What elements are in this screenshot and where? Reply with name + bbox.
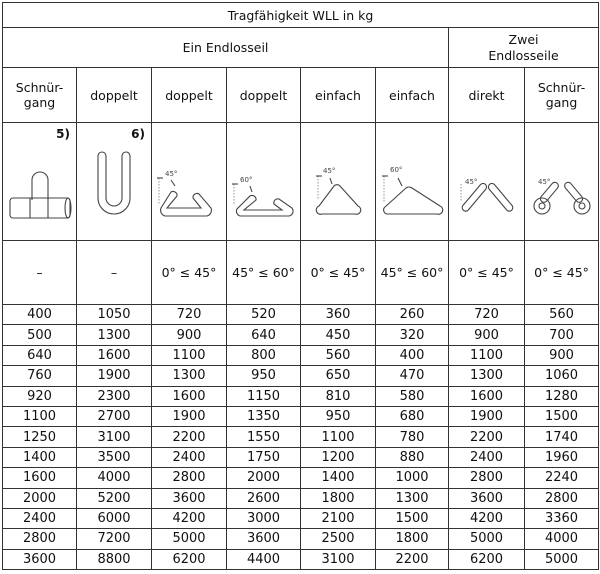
wll-value-cell: 720 xyxy=(449,305,525,325)
wll-value-cell: 810 xyxy=(301,386,376,406)
wll-value-cell: 1000 xyxy=(376,468,449,488)
column-type-header xyxy=(525,68,599,123)
wll-value-cell: 720 xyxy=(152,305,227,325)
wll-value-cell: 680 xyxy=(376,406,449,426)
group-two-slings xyxy=(449,28,599,68)
wll-value-cell: 1500 xyxy=(376,508,449,528)
table-row xyxy=(3,447,599,467)
wll-value-cell: 400 xyxy=(376,345,449,365)
wll-table xyxy=(2,2,599,570)
wll-value-cell: 2400 xyxy=(152,447,227,467)
footnote-ref: 5) xyxy=(56,127,70,141)
wll-value-cell: 1150 xyxy=(227,386,301,406)
wll-value-cell: 4000 xyxy=(77,468,152,488)
table-row xyxy=(3,529,599,549)
wll-value-cell: 950 xyxy=(301,406,376,426)
wll-value-cell: 1740 xyxy=(525,427,599,447)
wll-value-cell: 3100 xyxy=(301,549,376,569)
wll-value-cell: 1800 xyxy=(301,488,376,508)
wll-value-cell: 5000 xyxy=(525,549,599,569)
svg-text:45°: 45° xyxy=(323,166,336,175)
wll-value-cell: 800 xyxy=(227,345,301,365)
wll-value-cell: 4200 xyxy=(152,508,227,528)
table-row xyxy=(3,386,599,406)
svg-text:60°: 60° xyxy=(390,165,403,174)
wll-value-cell: 4000 xyxy=(525,529,599,549)
table-row xyxy=(3,345,599,365)
table-title: Tragfähigkeit WLL in kg xyxy=(3,3,599,28)
wll-value-cell: 8800 xyxy=(77,549,152,569)
wll-value-cell: 1600 xyxy=(152,386,227,406)
wll-value-cell: 1900 xyxy=(152,406,227,426)
group-one-sling: Ein Endlosseil xyxy=(3,28,449,68)
two-slings-direct-icon xyxy=(449,140,524,220)
wll-value-cell: 2200 xyxy=(152,427,227,447)
angle-range-cell: – xyxy=(77,241,152,305)
wll-value-cell: 2100 xyxy=(301,508,376,528)
wll-value-cell: 4200 xyxy=(449,508,525,528)
angle-range-cell: 0° ≤ 45° xyxy=(525,241,599,305)
table-row xyxy=(3,549,599,569)
wll-value-cell: 1600 xyxy=(3,468,77,488)
double-basket-60-icon xyxy=(227,140,300,220)
table-body xyxy=(3,305,599,570)
wll-value-cell: 1800 xyxy=(376,529,449,549)
wll-value-cell: 1350 xyxy=(227,406,301,426)
wll-value-cell: 1050 xyxy=(77,305,152,325)
wll-value-cell: 2000 xyxy=(227,468,301,488)
column-type-line1: Schnür- xyxy=(15,80,64,95)
icon-cell xyxy=(3,123,77,241)
wll-value-cell: 900 xyxy=(152,325,227,345)
column-type-header xyxy=(152,68,227,123)
single-basket-60-icon xyxy=(376,140,448,220)
wll-value-cell: 1550 xyxy=(227,427,301,447)
wll-value-cell: 1100 xyxy=(449,345,525,365)
wll-value-cell: 2600 xyxy=(227,488,301,508)
wll-value-cell: 700 xyxy=(525,325,599,345)
wll-value-cell: 1300 xyxy=(77,325,152,345)
table-row xyxy=(3,406,599,426)
column-type-line2: gang xyxy=(23,95,56,110)
wll-value-cell: 3100 xyxy=(77,427,152,447)
wll-value-cell: 450 xyxy=(301,325,376,345)
group-two-line1: Zwei xyxy=(508,31,539,47)
wll-value-cell: 2400 xyxy=(449,447,525,467)
wll-value-cell: 880 xyxy=(376,447,449,467)
angle-range-cell: 0° ≤ 45° xyxy=(152,241,227,305)
wll-value-cell: 2200 xyxy=(449,427,525,447)
wll-value-cell: 760 xyxy=(3,366,77,386)
angle-range-cell: 45° ≤ 60° xyxy=(227,241,301,305)
wll-value-cell: 560 xyxy=(525,305,599,325)
two-slings-choker-icon xyxy=(525,140,598,220)
table-row xyxy=(3,468,599,488)
wll-value-cell: 1400 xyxy=(301,468,376,488)
wll-value-cell: 780 xyxy=(376,427,449,447)
icon-cell xyxy=(227,123,301,241)
wll-value-cell: 3600 xyxy=(152,488,227,508)
svg-text:45°: 45° xyxy=(464,177,477,186)
column-type-line1: einfach xyxy=(389,87,435,103)
wll-value-cell: 1900 xyxy=(77,366,152,386)
wll-value-cell: 2500 xyxy=(301,529,376,549)
column-type-line1: doppelt xyxy=(239,87,288,103)
wll-value-cell: 320 xyxy=(376,325,449,345)
wll-value-cell: 5000 xyxy=(152,529,227,549)
column-type-line2: gang xyxy=(545,95,578,110)
column-type-line1: einfach xyxy=(315,87,361,103)
table-row xyxy=(3,325,599,345)
column-type-line1: Schnür- xyxy=(537,80,586,95)
angle-row xyxy=(3,241,599,305)
wll-value-cell: 1750 xyxy=(227,447,301,467)
wll-value-cell: 2700 xyxy=(77,406,152,426)
wll-value-cell: 1300 xyxy=(152,366,227,386)
wll-value-cell: 400 xyxy=(3,305,77,325)
wll-value-cell: 260 xyxy=(376,305,449,325)
wll-value-cell: 950 xyxy=(227,366,301,386)
wll-value-cell: 2240 xyxy=(525,468,599,488)
wll-value-cell: 6200 xyxy=(449,549,525,569)
wll-value-cell: 650 xyxy=(301,366,376,386)
wll-value-cell: 1280 xyxy=(525,386,599,406)
wll-value-cell: 6200 xyxy=(152,549,227,569)
wll-value-cell: 6000 xyxy=(77,508,152,528)
table-row xyxy=(3,427,599,447)
wll-value-cell: 1100 xyxy=(152,345,227,365)
wll-value-cell: 580 xyxy=(376,386,449,406)
angle-range-cell: 0° ≤ 45° xyxy=(449,241,525,305)
column-type-line1: doppelt xyxy=(165,87,213,103)
column-type-line1: doppelt xyxy=(90,87,138,103)
wll-value-cell: 3000 xyxy=(227,508,301,528)
wll-value-cell: 3500 xyxy=(77,447,152,467)
wll-value-cell: 5000 xyxy=(449,529,525,549)
table-row xyxy=(3,305,599,325)
table-row xyxy=(3,366,599,386)
icon-cell xyxy=(301,123,376,241)
wll-value-cell: 1250 xyxy=(3,427,77,447)
svg-text:45°: 45° xyxy=(537,177,550,186)
wll-value-cell: 1600 xyxy=(449,386,525,406)
wll-value-cell: 3600 xyxy=(449,488,525,508)
group-two-line2: Endlosseile xyxy=(488,47,559,63)
wll-value-cell: 1060 xyxy=(525,366,599,386)
icon-cell xyxy=(77,123,152,241)
wll-value-cell: 520 xyxy=(227,305,301,325)
angle-range-cell: 45° ≤ 60° xyxy=(376,241,449,305)
wll-value-cell: 1300 xyxy=(449,366,525,386)
wll-value-cell: 2800 xyxy=(152,468,227,488)
wll-value-cell: 920 xyxy=(3,386,77,406)
svg-text:60°: 60° xyxy=(239,175,252,184)
table-row xyxy=(3,508,599,528)
wll-value-cell: 900 xyxy=(525,345,599,365)
wll-value-cell: 3600 xyxy=(3,549,77,569)
wll-value-cell: 4400 xyxy=(227,549,301,569)
wll-value-cell: 640 xyxy=(3,345,77,365)
icon-cell xyxy=(525,123,599,241)
wll-value-cell: 2800 xyxy=(449,468,525,488)
wll-value-cell: 1100 xyxy=(301,427,376,447)
wll-value-cell: 3360 xyxy=(525,508,599,528)
single-basket-45-icon xyxy=(301,140,375,220)
choker-hitch-icon xyxy=(3,140,76,220)
wll-value-cell: 2200 xyxy=(376,549,449,569)
wll-value-cell: 3600 xyxy=(227,529,301,549)
angle-range-cell: – xyxy=(3,241,77,305)
type-row xyxy=(3,68,599,123)
wll-value-cell: 1600 xyxy=(77,345,152,365)
icon-row xyxy=(3,123,599,241)
column-type-header xyxy=(3,68,77,123)
u-sling-icon xyxy=(77,140,151,220)
wll-value-cell: 500 xyxy=(3,325,77,345)
wll-value-cell: 640 xyxy=(227,325,301,345)
column-type-header xyxy=(376,68,449,123)
angle-range-cell: 0° ≤ 45° xyxy=(301,241,376,305)
column-type-header xyxy=(227,68,301,123)
icon-cell xyxy=(376,123,449,241)
column-type-header xyxy=(301,68,376,123)
wll-value-cell: 1200 xyxy=(301,447,376,467)
wll-value-cell: 1400 xyxy=(3,447,77,467)
wll-value-cell: 2800 xyxy=(3,529,77,549)
column-type-header xyxy=(77,68,152,123)
wll-value-cell: 1100 xyxy=(3,406,77,426)
wll-value-cell: 2400 xyxy=(3,508,77,528)
wll-value-cell: 5200 xyxy=(77,488,152,508)
wll-value-cell: 1900 xyxy=(449,406,525,426)
icon-cell xyxy=(449,123,525,241)
wll-value-cell: 1300 xyxy=(376,488,449,508)
footnote-ref: 6) xyxy=(131,127,145,141)
wll-value-cell: 1500 xyxy=(525,406,599,426)
table-row xyxy=(3,488,599,508)
column-type-header xyxy=(449,68,525,123)
svg-text:45°: 45° xyxy=(165,169,178,178)
wll-value-cell: 900 xyxy=(449,325,525,345)
wll-value-cell: 2300 xyxy=(77,386,152,406)
column-type-line1: direkt xyxy=(468,87,505,103)
wll-value-cell: 2800 xyxy=(525,488,599,508)
wll-value-cell: 470 xyxy=(376,366,449,386)
wll-value-cell: 2000 xyxy=(3,488,77,508)
wll-value-cell: 560 xyxy=(301,345,376,365)
icon-cell xyxy=(152,123,227,241)
wll-value-cell: 7200 xyxy=(77,529,152,549)
wll-value-cell: 1960 xyxy=(525,447,599,467)
double-basket-45-icon xyxy=(152,140,226,220)
wll-value-cell: 360 xyxy=(301,305,376,325)
